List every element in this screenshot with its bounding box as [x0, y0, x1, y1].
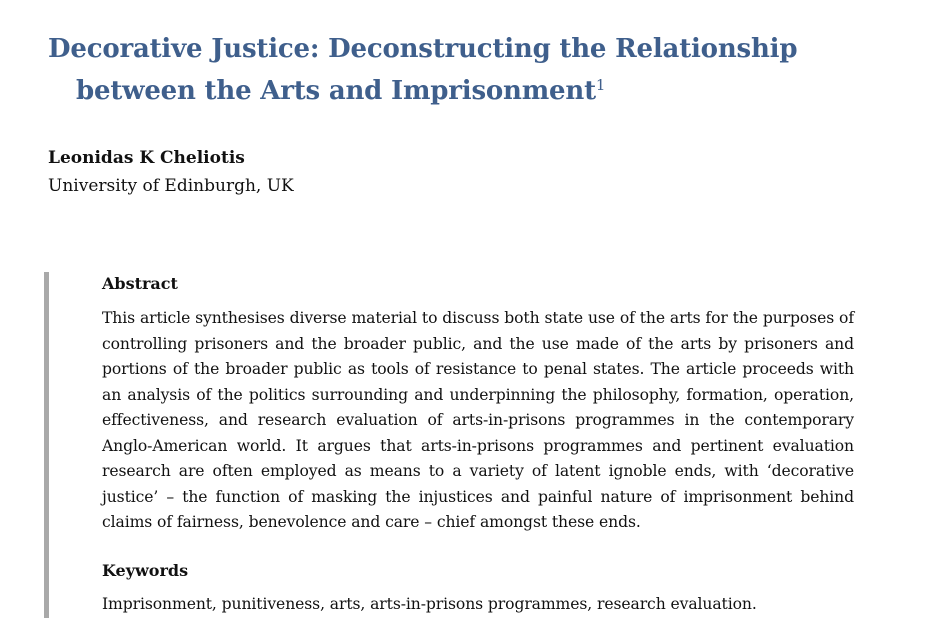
abstract-heading: Abstract: [102, 274, 178, 293]
author-block: [48, 144, 294, 200]
author-name: Leonidas K Cheliotis: [48, 148, 245, 168]
title-footnote-marker[interactable]: 1: [595, 76, 606, 94]
title-line-2-text: between the Arts and Imprisonment: [76, 76, 596, 106]
keywords-text: Imprisonment, punitiveness, arts, arts-in-prisons programmes, research evaluation.: [102, 595, 757, 613]
title-line-1: Decorative Justice: Deconstructing the Relationship: [48, 34, 798, 64]
abstract-text: This article synthesises diverse material to discuss both state use of the arts for the purposes of controlling prisoners and the broader public, and the use made of the arts by prisoners and portions of the broader public as tools of resistance to penal states. The article proceeds with an analysis of the politics surrounding and underpinning the philosophy, formation, operation, effectiveness, and research evaluation of arts-in-prisons programmes in the contemporary Anglo-American world. It argues that arts-in-prisons programmes and pertinent evaluation research are often employed as means to a variety of latent ignoble ends, with ‘decorative justice’ – the function of masking the injustices and painful nature of imprisonment behind claims of fairness, benevolence and care – chief amongst these ends.: [102, 309, 854, 531]
abstract-box: [44, 272, 909, 618]
author-affiliation: University of Edinburgh, UK: [48, 176, 294, 196]
title-line-2: [48, 70, 908, 112]
keywords-heading: Keywords: [102, 561, 189, 580]
paper-title: [48, 28, 908, 112]
